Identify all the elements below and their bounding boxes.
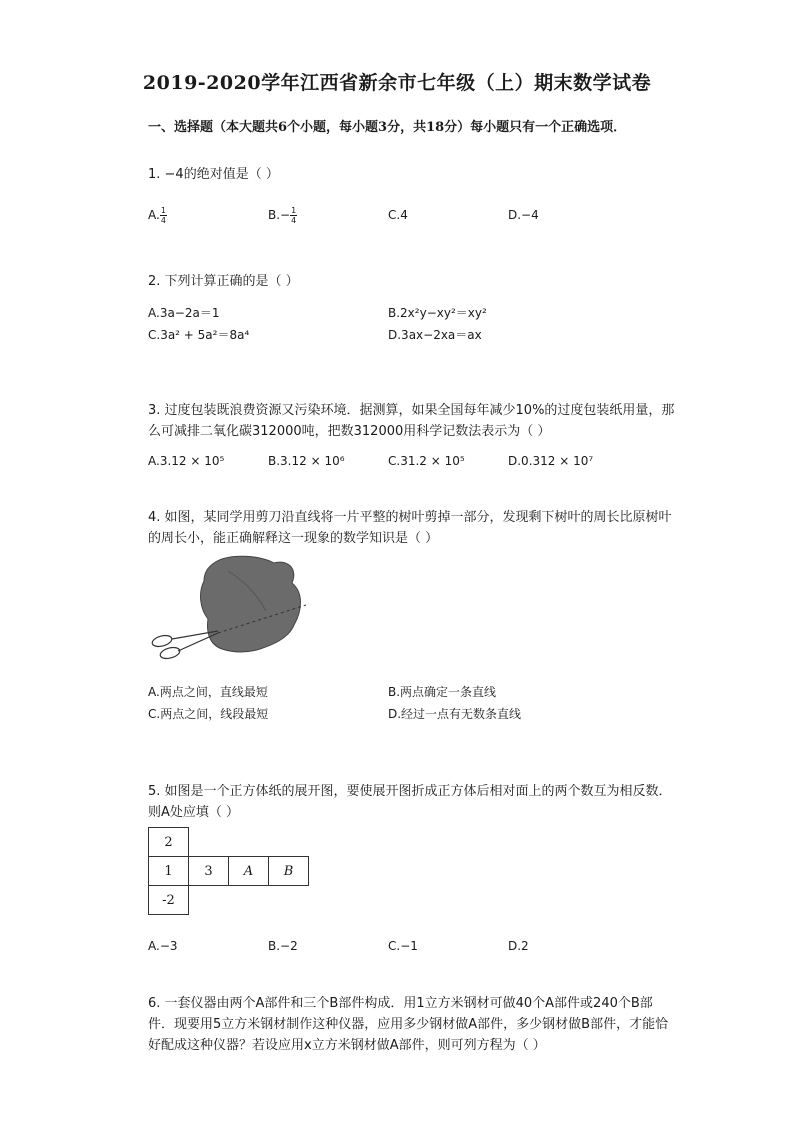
question-1-option-d[interactable]: D.−4 — [508, 208, 539, 222]
question-5-stem: 5. 如图是一个正方体纸的展开图，要使展开图折成正方体后相对面上的两个数互为相反数．则A处应填（ ） — [148, 784, 672, 820]
question-3-option-b[interactable]: B.3.12 × 10⁶ — [268, 454, 345, 468]
net-cell-b: B — [268, 856, 309, 886]
net-cell-2: 3 — [188, 856, 229, 886]
question-4-option-b[interactable]: B.两点确定一条直线 — [388, 685, 497, 699]
question-3-option-c[interactable]: C.31.2 × 10⁵ — [388, 454, 465, 468]
question-3-stem: 3. 过度包装既浪费资源又污染环境．据测算，如果全国每年减少10%的过度包装纸用量，那么可减排二氧化碳312000吨，把数312000用科学记数法表示为（ ） — [148, 403, 675, 439]
option-prefix: A. — [148, 208, 160, 222]
question-1-option-c[interactable]: C.4 — [388, 208, 408, 222]
question-4-option-c[interactable]: C.两点之间，线段最短 — [148, 707, 269, 721]
question-5-option-d[interactable]: D.2 — [508, 939, 529, 953]
question-4-option-d[interactable]: D.经过一点有无数条直线 — [388, 707, 522, 721]
net-cell-1: 1 — [148, 856, 189, 886]
question-2-option-c[interactable]: C.3a² + 5a²＝8a⁴ — [148, 328, 250, 342]
question-5-option-c[interactable]: C.−1 — [388, 939, 418, 953]
fraction-numerator: 1 — [160, 206, 166, 215]
question-1-stem: 1. −4的绝对值是（ ） — [148, 167, 279, 182]
question-2-stem: 2. 下列计算正确的是（ ） — [148, 274, 299, 289]
option-prefix: B.− — [268, 208, 291, 222]
question-3-option-a[interactable]: A.3.12 × 10⁵ — [148, 454, 225, 468]
page-title: 2019-2020学年江西省新余市七年级（上）期末数学试卷 — [142, 72, 652, 94]
net-cell-a: A — [228, 856, 269, 886]
section-heading: 一、选择题（本大题共6个小题，每小题3分，共18分）每小题只有一个正确选项． — [148, 120, 627, 135]
fraction-denominator: 4 — [160, 216, 166, 225]
net-cell-bottom: -2 — [148, 885, 189, 915]
question-5-option-b[interactable]: B.−2 — [268, 939, 298, 953]
question-1-option-b[interactable] — [268, 206, 297, 225]
question-1-option-a[interactable] — [148, 206, 167, 225]
fraction-denominator: 4 — [291, 216, 297, 225]
question-2-option-b[interactable]: B.2x²y−xy²＝xy² — [388, 306, 487, 320]
question-2-option-a[interactable]: A.3a−2a＝1 — [148, 306, 220, 320]
question-4-option-a[interactable]: A.两点之间，直线最短 — [148, 685, 268, 699]
question-2-option-d[interactable]: D.3ax−2xa＝ax — [388, 328, 482, 342]
question-5-option-a[interactable]: A.−3 — [148, 939, 178, 953]
net-cell-top: 2 — [148, 827, 189, 857]
question-6-stem: 6. 一套仪器由两个A部件和三个B部件构成．用1立方米钢材可做40个A部件或240个B部件．现要用5立方米钢材制作这种仪器，应用多少钢材做A部件，多少钢材做B部件，才能恰好配成这种仪器？若设应用x立方米钢材做A部件，则可列方程为（ ） — [148, 996, 669, 1053]
leaf-shape — [201, 556, 301, 652]
scissors-icon — [151, 631, 218, 660]
leaf-figure — [148, 553, 310, 673]
question-3-option-d[interactable]: D.0.312 × 10⁷ — [508, 454, 594, 468]
fraction — [290, 206, 297, 225]
fraction — [160, 206, 167, 225]
fraction-numerator: 1 — [291, 206, 297, 215]
question-4-stem: 4. 如图，某同学用剪刀沿直线将一片平整的树叶剪掉一部分，发现剩下树叶的周长比原树叶的周长小，能正确解释这一现象的数学知识是（ ） — [148, 510, 672, 546]
